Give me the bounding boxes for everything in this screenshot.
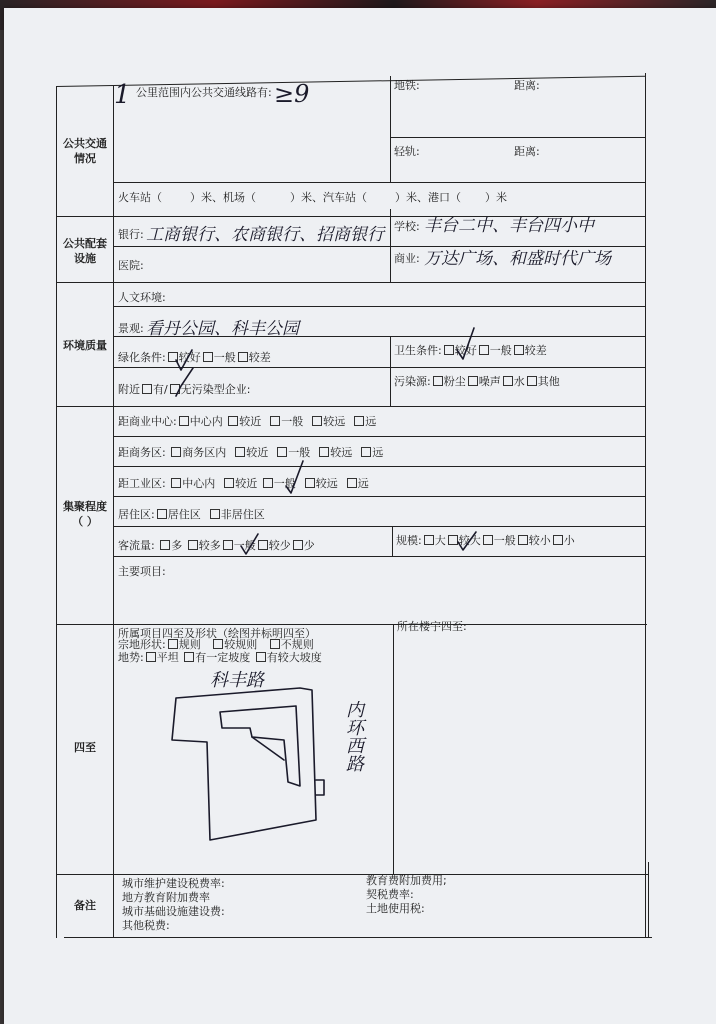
traffic-checkbox-5[interactable] [293, 540, 303, 550]
business-opt-5: 远 [372, 446, 384, 459]
pollution-opt-water: 水 [513, 375, 525, 388]
business-opt-3: 一般 [288, 446, 311, 459]
traffic-checkbox-4[interactable] [258, 540, 268, 550]
greening-label: 绿化条件: [118, 351, 166, 364]
scale-label: 规模: [396, 534, 422, 547]
light-rail-label: 轻轨: [394, 145, 420, 158]
terrain-opt-slope: 有一定坡度 [195, 651, 251, 664]
airport-label: ）米、机场（ [190, 191, 256, 204]
business-row [118, 446, 383, 459]
sanitation-row [394, 344, 547, 357]
remark-infra-fee: 城市基础设施建设费: [122, 905, 225, 918]
shape-row [118, 638, 314, 651]
boundary-description: 所属项目四至及形状（绘图并标明四至） [118, 627, 316, 640]
nearby-checkbox-yes[interactable] [142, 384, 152, 394]
commercial-opt-1: 中心内 [189, 415, 223, 428]
terrain-row [118, 651, 322, 664]
traffic-opt-1: 多 [171, 539, 183, 552]
pollution-checkbox-dust[interactable] [433, 376, 443, 386]
building-boundary-label: 所在楼宇四至: [397, 620, 467, 633]
business-checkbox-2[interactable] [235, 447, 245, 457]
nearby-opt-yes: 有/ [153, 383, 168, 396]
road-top-handwritten: 科丰路 [210, 670, 264, 691]
commerce-handwritten: 万达广场、和盛时代广场 [424, 249, 611, 269]
bank-handwritten: 工商银行、农商银行、招商银行 [146, 225, 384, 245]
bus-km-handwritten: 1 [114, 80, 131, 110]
traffic-checkbox-3[interactable] [223, 540, 233, 550]
business-label: 距商务区: [118, 446, 166, 459]
scale-checkbox-3[interactable] [483, 535, 493, 545]
bank-label: 银行: [118, 228, 144, 241]
school-label: 学校: [394, 220, 420, 233]
remark-local-edu: 地方教育附加费率 [122, 891, 210, 904]
scale-checkbox-5[interactable] [553, 535, 563, 545]
industrial-checkbox-3[interactable] [263, 478, 273, 488]
sanitation-opt-good: 较好 [454, 344, 477, 357]
port-label: ）米、港口（ [395, 191, 461, 204]
commercial-opt-4: 较远 [323, 415, 346, 428]
industrial-opt-4: 较远 [315, 477, 338, 490]
shape-checkbox-irregular[interactable] [270, 639, 280, 649]
business-checkbox-3[interactable] [277, 447, 287, 457]
road-right-handwritten: 内环西路 [343, 700, 364, 772]
nearby-row [118, 383, 250, 396]
sanitation-checkbox-normal[interactable] [479, 345, 489, 355]
scale-opt-5: 小 [563, 534, 575, 547]
greening-opt-normal: 一般 [213, 351, 236, 364]
nearby-label: 附近 [118, 383, 140, 396]
industrial-opt-1: 中心内 [182, 477, 216, 490]
hospital-label: 医院: [118, 259, 144, 272]
industrial-checkbox-5[interactable] [347, 478, 357, 488]
scale-checkbox-4[interactable] [518, 535, 528, 545]
port-unit: ）米 [485, 191, 507, 204]
industrial-row [118, 477, 369, 490]
bus-lines-label: 公里范围内公共交通线路有: [136, 86, 272, 99]
terrain-checkbox-flat[interactable] [146, 652, 156, 662]
remark-other-tax: 其他税费: [122, 919, 170, 932]
traffic-opt-2: 较多 [198, 539, 221, 552]
residential-label: 居住区: [118, 508, 155, 521]
terrain-opt-flat: 平坦 [156, 651, 179, 664]
residential-opt-1: 居住区 [167, 508, 201, 521]
section-environment: 环境质量 [63, 339, 107, 352]
industrial-opt-5: 远 [357, 477, 369, 490]
shape-label: 宗地形状: [118, 638, 166, 651]
commercial-checkbox-3[interactable] [270, 416, 280, 426]
commercial-opt-3: 一般 [281, 415, 304, 428]
greening-opt-poor: 较差 [248, 351, 271, 364]
residential-opt-2: 非居住区 [220, 508, 265, 521]
commercial-row [118, 415, 376, 428]
section-concentration: 集聚程度 [63, 500, 107, 513]
residential-row [118, 508, 265, 521]
section-remarks: 备注 [74, 899, 96, 912]
shape-checkbox-fairly[interactable] [213, 639, 223, 649]
shape-opt-irregular: 不规则 [280, 638, 314, 651]
greening-opt-good: 较好 [178, 351, 201, 364]
business-checkbox-4[interactable] [319, 447, 329, 457]
remark-edu-fee: 教育费附加费用; [366, 874, 447, 887]
residential-checkbox-1[interactable] [157, 509, 167, 519]
traffic-checkbox-1[interactable] [160, 540, 170, 550]
greening-checkbox-normal[interactable] [203, 352, 213, 362]
pollution-label: 污染源: [394, 375, 431, 388]
scale-opt-3: 一般 [493, 534, 516, 547]
bus-count-handwritten: ≥9 [274, 80, 310, 108]
commercial-checkbox-2[interactable] [228, 416, 238, 426]
commerce-label: 商业: [394, 252, 420, 265]
main-items-label: 主要项目: [118, 565, 166, 578]
remark-city-tax: 城市维护建设税费率: [122, 877, 225, 890]
subway-label: 地铁: [394, 79, 420, 92]
pollution-row [394, 375, 560, 388]
station-distances [118, 191, 507, 204]
industrial-checkbox-4[interactable] [305, 478, 315, 488]
business-opt-1: 商务区内 [182, 446, 227, 459]
scale-opt-2: 较大 [458, 534, 481, 547]
pollution-opt-noise: 噪声 [478, 375, 501, 388]
shape-opt-fairly: 较规则 [224, 638, 258, 651]
pollution-checkbox-noise[interactable] [468, 376, 478, 386]
greening-row [118, 351, 271, 364]
train-station-label: 火车站（ [118, 191, 162, 204]
bus-station-label: ）米、汽车站（ [290, 191, 367, 204]
section-facilities: 公共配套设施 [63, 237, 107, 265]
industrial-opt-2: 较近 [235, 477, 258, 490]
section-boundary: 四至 [74, 741, 96, 754]
traffic-opt-5: 少 [303, 539, 315, 552]
traffic-checkbox-2[interactable] [188, 540, 198, 550]
commercial-checkbox-1[interactable] [179, 416, 189, 426]
residential-checkbox-2[interactable] [210, 509, 220, 519]
industrial-opt-3: 一般 [273, 477, 296, 490]
business-checkbox-1[interactable] [171, 447, 181, 457]
human-env-label: 人文环境: [118, 291, 166, 304]
landscape-label: 景观: [118, 322, 144, 335]
commercial-opt-5: 远 [365, 415, 377, 428]
sanitation-checkbox-poor[interactable] [514, 345, 524, 355]
sanitation-opt-normal: 一般 [489, 344, 512, 357]
business-opt-2: 较近 [246, 446, 269, 459]
scale-opt-1: 大 [434, 534, 446, 547]
pollution-opt-other: 其他 [537, 375, 560, 388]
remark-deed-tax: 契税费率: [366, 888, 414, 901]
light-rail-distance-label: 距离: [514, 145, 540, 158]
industrial-checkbox-2[interactable] [224, 478, 234, 488]
section-transport: 公共交通情况 [63, 137, 107, 165]
industrial-label: 距工业区: [118, 477, 166, 490]
section-concentration-paren: （ ） [72, 515, 98, 528]
sanitation-checkbox-good[interactable] [444, 345, 454, 355]
greening-checkbox-poor[interactable] [238, 352, 248, 362]
landscape-handwritten: 看丹公园、科丰公园 [146, 319, 299, 339]
scale-checkbox-2[interactable] [448, 535, 458, 545]
traffic-label: 客流量: [118, 539, 155, 552]
business-checkbox-5[interactable] [361, 447, 371, 457]
school-handwritten: 丰台二中、丰台四小中 [424, 216, 594, 236]
business-opt-4: 较远 [330, 446, 353, 459]
pollution-opt-dust: 粉尘 [443, 375, 466, 388]
traffic-opt-3: 一般 [233, 539, 256, 552]
traffic-row [118, 539, 315, 552]
commercial-checkbox-5[interactable] [354, 416, 364, 426]
commercial-checkbox-4[interactable] [312, 416, 322, 426]
shape-checkbox-regular[interactable] [168, 639, 178, 649]
scale-checkbox-1[interactable] [424, 535, 434, 545]
sanitation-opt-poor: 较差 [524, 344, 547, 357]
terrain-checkbox-steep[interactable] [256, 652, 266, 662]
terrain-opt-steep: 有较大坡度 [266, 651, 322, 664]
shape-opt-regular: 规则 [178, 638, 201, 651]
terrain-label: 地势: [118, 651, 144, 664]
scale-opt-4: 较小 [528, 534, 551, 547]
remark-land-tax: 土地使用税: [366, 902, 425, 915]
commercial-label: 距商业中心: [118, 415, 177, 428]
nearby-opt-no: 无污染型企业: [180, 383, 251, 396]
pollution-checkbox-water[interactable] [503, 376, 513, 386]
nearby-checkbox-no[interactable] [170, 384, 180, 394]
commercial-opt-2: 较近 [239, 415, 262, 428]
industrial-checkbox-1[interactable] [171, 478, 181, 488]
pollution-checkbox-other[interactable] [527, 376, 537, 386]
subway-distance-label: 距离: [514, 79, 540, 92]
sanitation-label: 卫生条件: [394, 344, 442, 357]
greening-checkbox-good[interactable] [168, 352, 178, 362]
scale-row [396, 534, 575, 547]
traffic-opt-4: 较少 [268, 539, 291, 552]
terrain-checkbox-slope[interactable] [184, 652, 194, 662]
